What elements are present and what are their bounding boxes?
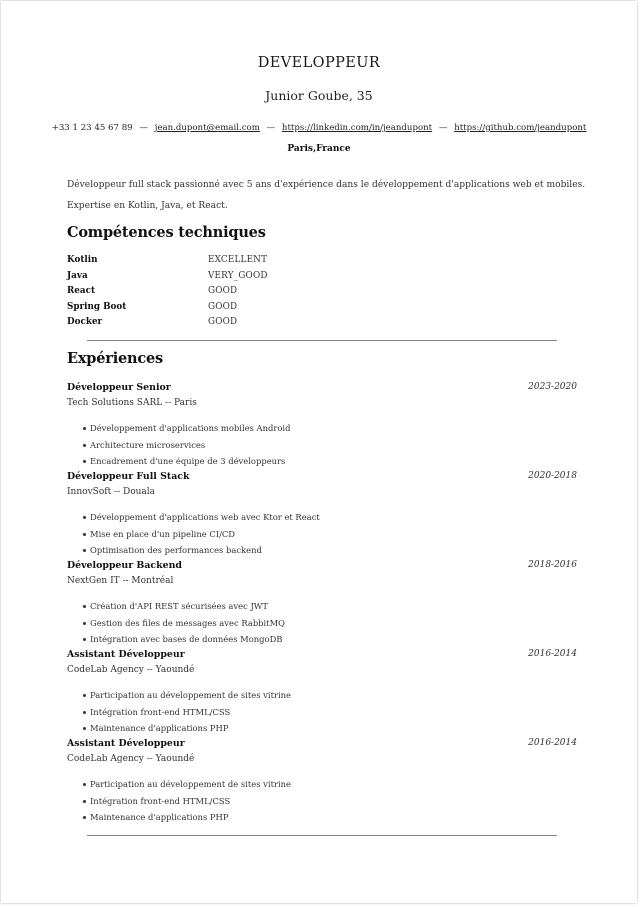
contact-separator: — [438,123,448,133]
list-item: Optimisation des performances backend [67,542,577,559]
skill-name: Docker [67,317,103,327]
list-item: Maintenance d'applications PHP [67,720,577,737]
experience-item [67,471,577,559]
skill-level: VERY_GOOD [208,270,268,281]
list-item: Développement d'applications web avec Ktor et React [67,509,577,526]
list-item: Participation au développement de sites vitrine [67,776,577,793]
list-item: Participation au développement de sites vitrine [67,687,577,704]
contact-separator: — [139,123,148,133]
experiences-section-title: Expériences [67,350,163,367]
location: Paris,France [287,144,351,154]
experience-company: InnovSoft -- Douala [67,487,156,497]
experience-company: NextGen IT -- Montréal [67,576,174,586]
experience-period: 2016-2014 [528,649,577,659]
job-title: DEVELOPPEUR [257,55,381,71]
skill-level: GOOD [208,317,238,327]
experience-item [67,649,577,737]
linkedin-link[interactable]: https://linkedin.com/in/jeandupont [281,123,433,133]
contact-line [1,123,637,133]
experience-bullets [67,509,577,559]
list-item: Mise en place d'un pipeline CI/CD [67,526,577,543]
contact-separator: — [266,123,276,133]
skill-level: EXCELLENT [208,255,268,265]
experience-company: Tech Solutions SARL -- Paris [67,398,197,408]
experience-period: 2023-2020 [528,382,577,392]
experience-role: Développeur Senior [67,382,171,393]
experience-role: Développeur Full Stack [67,471,190,482]
list-item: Intégration front-end HTML/CSS [67,793,577,810]
experience-role: Assistant Développeur [67,649,185,660]
experience-item [67,382,577,470]
skill-level: GOOD [208,286,238,296]
experience-bullets [67,776,577,826]
experience-company: CodeLab Agency -- Yaoundé [67,665,195,675]
experience-company: CodeLab Agency -- Yaoundé [67,754,195,764]
candidate-name: Junior Goube, 35 [265,88,373,103]
experience-period: 2016-2014 [528,738,577,748]
experience-bullets [67,598,577,648]
skill-row [67,255,367,271]
experience-item [67,560,577,648]
experience-period: 2020-2018 [528,471,577,481]
section-divider [87,835,557,836]
skill-row [67,271,367,287]
skill-level: GOOD [208,301,238,312]
list-item: Création d'API REST sécurisées avec JWT [67,598,577,615]
experience-period: 2018-2016 [528,560,577,570]
experience-bullets [67,420,577,470]
list-item: Intégration front-end HTML/CSS [67,704,577,721]
skill-name: Kotlin [67,255,98,265]
list-item: Maintenance d'applications PHP [67,809,577,826]
skill-row [67,286,367,302]
resume-page [1,1,637,903]
experience-bullets [67,687,577,737]
skill-row [67,317,367,333]
list-item: Développement d'applications mobiles Android [67,420,577,437]
list-item: Encadrement d'une équipe de 3 développeurs [67,453,577,470]
section-divider [87,340,557,341]
github-link[interactable]: https://github.com/jeandupont [454,123,587,133]
profile-summary: Développeur full stack passionné avec 5 ans d'expérience dans le développement d'applications web et mobiles. Expertise en Kotlin, Java, et React. [67,180,586,211]
skills-section-title: Compétences techniques [67,224,266,241]
phone-number: +33 1 23 45 67 89 [51,123,133,133]
skill-name: React [67,286,96,296]
list-item: Architecture microservices [67,437,577,454]
skills-list [67,255,367,333]
skill-name: Spring Boot [67,301,127,312]
experience-role: Assistant Développeur [67,738,185,749]
experience-item [67,738,577,826]
email-link[interactable]: jean.dupont@email.com [154,123,260,133]
skill-row [67,302,367,318]
experience-role: Développeur Backend [67,560,182,571]
list-item: Intégration avec bases de données MongoDB [67,631,577,648]
skill-name: Java [67,270,88,281]
list-item: Gestion des files de messages avec RabbitMQ [67,615,577,632]
